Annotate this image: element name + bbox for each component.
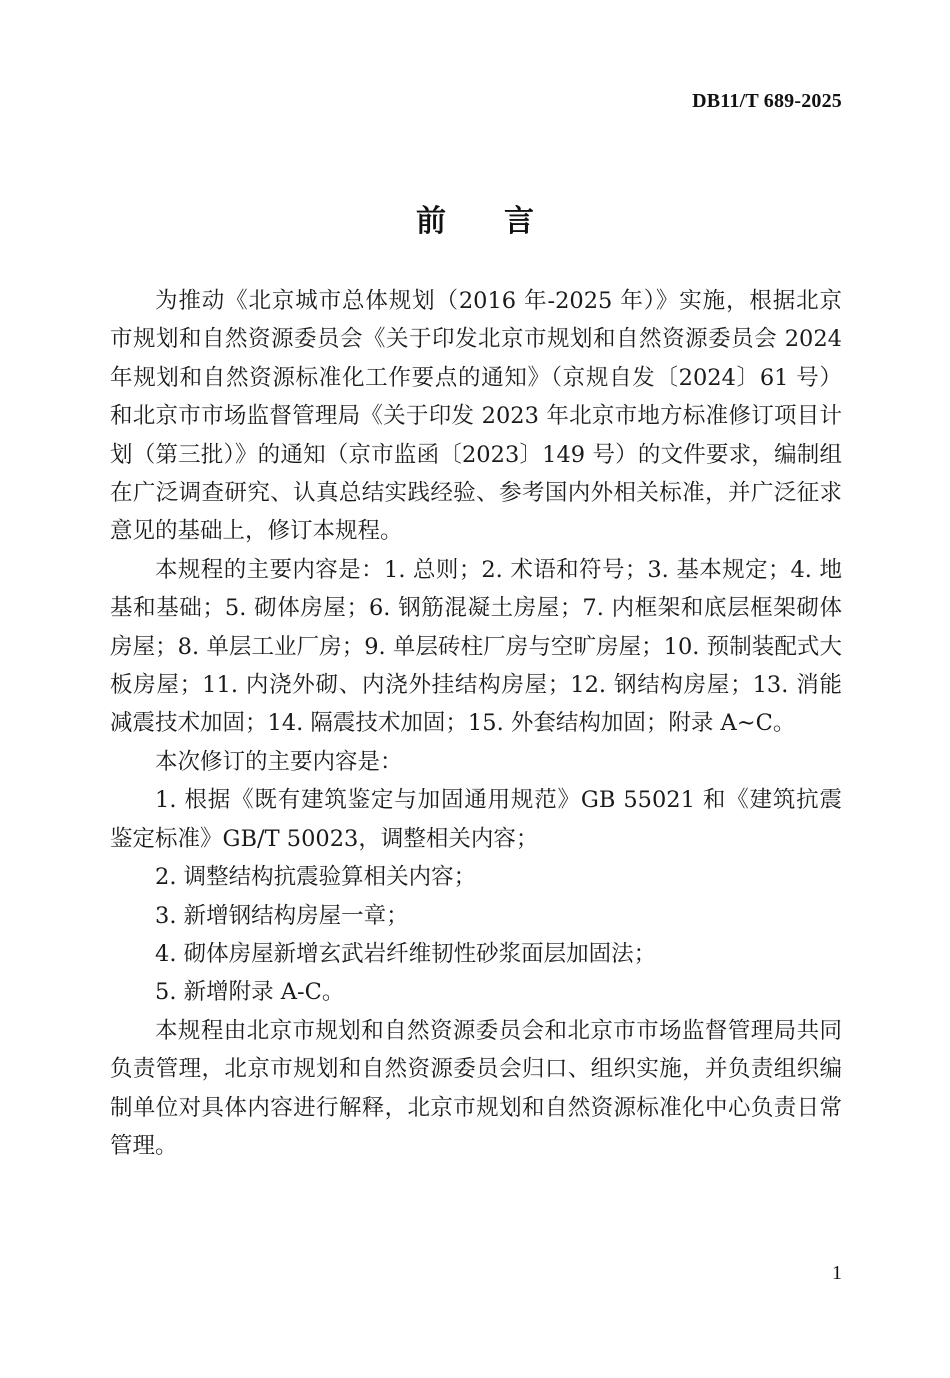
paragraph-basis: 为推动《北京城市总体规划（2016 年-2025 年）》实施，根据北京市规划和自然资源委员会《关于印发北京市规划和自然资源委员会 2024 年规划和自然资源标准化工作要点的通知》（京规自发〔2024〕61 号）和北京市市场监督管理局《关于印发 2023 年北京市地方标准修订项目计划（第三批）》的通知（京市监函〔2023〕149 号）的文件要求，编制组在广泛调查研究、认真总结实践经验、参考国内外相关标准，并广泛征求意见的基础上，修订本规程。 bbox=[110, 288, 842, 545]
revision-item-3: 3. 新增钢结构房屋一章； bbox=[155, 902, 409, 929]
document-body bbox=[110, 282, 842, 1165]
revision-item-2: 2. 调整结构抗震验算相关内容； bbox=[155, 864, 477, 891]
standard-code: DB11/T 689-2025 bbox=[692, 90, 842, 112]
revision-item-5: 5. 新增附录 A-C。 bbox=[155, 979, 345, 1006]
page-number: 1 bbox=[832, 1262, 842, 1284]
paragraph-management: 本规程由北京市规划和自然资源委员会和北京市市场监督管理局共同负责管理，北京市规划和自然资源委员会归口、组织实施，并负责组织编制单位对具体内容进行解释，北京市规划和自然资源标准化中心负责日常管理。 bbox=[110, 1017, 842, 1159]
paragraph-revision-intro: 本次修订的主要内容是： bbox=[155, 748, 403, 775]
revision-item-4: 4. 砌体房屋新增玄武岩纤维韧性砂浆面层加固法； bbox=[155, 940, 657, 967]
revision-item-1: 1. 根据《既有建筑鉴定与加固通用规范》GB 55021 和《建筑抗震鉴定标准》GB/T 50023，调整相关内容； bbox=[110, 787, 842, 852]
page-title: 前言 bbox=[416, 204, 592, 239]
paragraph-main-contents: 本规程的主要内容是：1. 总则；2. 术语和符号；3. 基本规定；4. 地基和基础；5. 砌体房屋；6. 钢筋混凝土房屋；7. 内框架和底层框架砌体房屋；8. 单层工业厂房；9. 单层砖柱厂房与空旷房屋；10. 预制装配式大板房屋；11. 内浇外砌、内浇外挂结构房屋；12. 钢结构房屋；13. 消能减震技术加固；14. 隔震技术加固；15. 外套结构加固；附录 A~C。 bbox=[110, 556, 842, 737]
